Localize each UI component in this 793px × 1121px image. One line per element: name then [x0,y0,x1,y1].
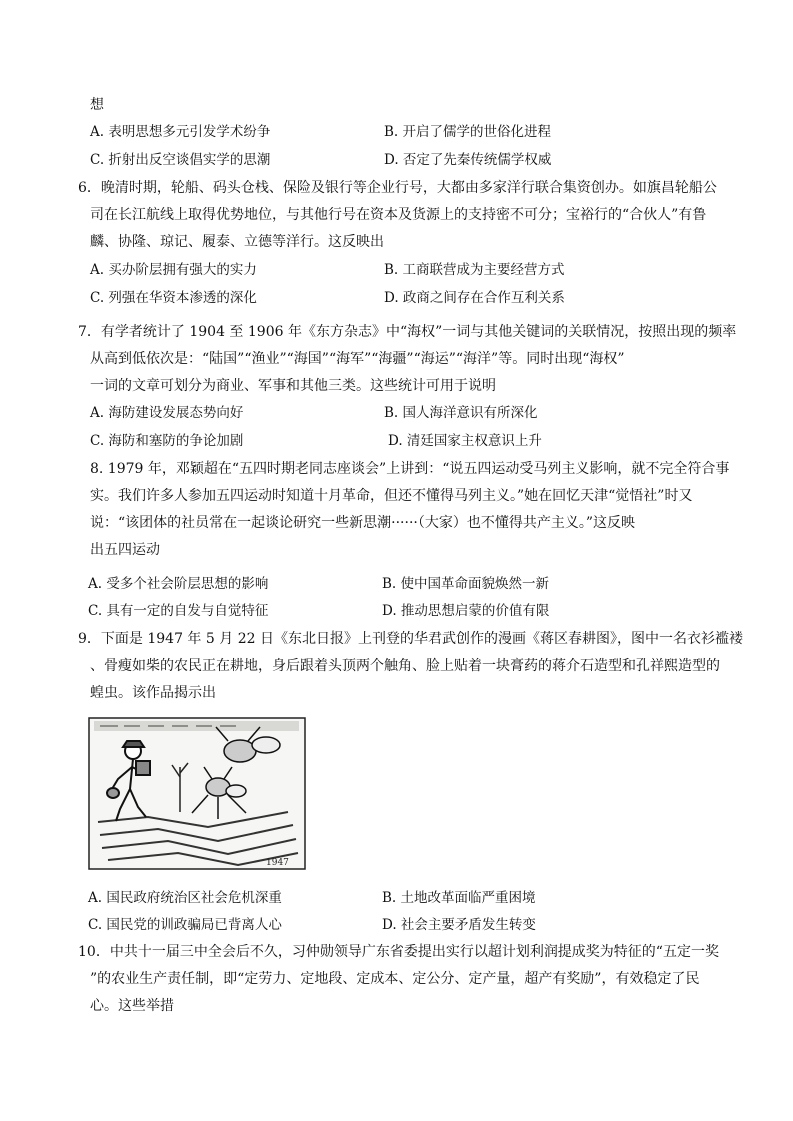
q8-option-b: B. 使中国革命面貌焕然一新 [382,576,550,592]
cartoon-image [88,717,306,870]
q6-stem-line-2: 司在长江航线上取得优势地位，与其他行号在资本及货源上的支持密不可分；宝裕行的“合伙人”有鲁 [90,207,707,223]
q7-option-d: D. 清廷国家主权意识上升 [388,433,542,449]
q9-stem-line-1: 9．下面是 1947 年 5 月 22 日《东北日报》上刊登的华君武创作的漫画《蒋区春耕图》，图中一名衣衫褴褛 [78,631,743,647]
q6-stem-line-1: 6．晚清时期，轮船、码头仓栈、保险及银行等企业行号，大都由多家洋行联合集资创办。如旗昌轮船公 [78,180,717,196]
q5-option-b: B. 开启了儒学的世俗化进程 [384,124,552,140]
q5-text-tail: 想 [90,97,104,113]
q5-option-a: A. 表明思想多元引发学术纷争 [90,124,271,140]
q7-option-b: B. 国人海洋意识有所深化 [384,405,538,421]
q6-option-a: A. 买办阶层拥有强大的实力 [90,262,257,278]
q7-option-a: A. 海防建设发展态势向好 [90,405,244,421]
q9-option-b: B. 土地改革面临严重困境 [382,890,536,906]
q9-option-d: D. 社会主要矛盾发生转变 [382,917,536,933]
q10-stem-line-3: 心。这些举措 [90,998,174,1014]
q8-stem-line-3: 说：“该团体的社员常在一起谈论研究一些新思潮······（大家）也不懂得共产主义。”这反映 [90,515,636,531]
q9-option-c: C. 国民党的训政骗局已背离人心 [88,917,282,933]
q9-stem-line-2: 、骨瘦如柴的农民正在耕地，身后跟着头顶两个触角、脸上贴着一块膏药的蒋介石造型和孔祥熙造型的 [90,658,720,674]
q9-stem-line-3: 蝗虫。该作品揭示出 [90,685,216,701]
q6-option-c: C. 列强在华资本渗透的深化 [90,290,257,306]
cartoon-year-mark: 1947 [266,858,289,868]
q8-stem-line-1: 8. 1979 年，邓颖超在“五四时期老同志座谈会”上讲到：“说五四运动受马列主义影响，就不完全符合事 [90,461,730,477]
q6-option-b: B. 工商联营成为主要经营方式 [384,262,565,278]
q8-stem-line-4: 出五四运动 [90,542,160,558]
q5-option-d: D. 否定了先秦传统儒学权威 [384,152,552,168]
q8-option-c: C. 具有一定的自发与自觉特征 [88,603,269,619]
q8-option-a: A. 受多个社会阶层思想的影响 [88,576,269,592]
q7-stem-line-2: 从高到低依次是：“陆国”“渔业”“海国”“海军”“海疆”“海运”“海洋”等。同时出现“海权” [90,351,625,367]
q6-option-d: D. 政商之间存在合作互利关系 [384,290,565,306]
q5-option-c: C. 折射出反空谈倡实学的思潮 [90,152,271,168]
q7-option-c: C. 海防和塞防的争论加剧 [90,433,244,449]
q7-stem-line-3: 一词的文章可划分为商业、军事和其他三类。这些统计可用于说明 [90,378,496,394]
q10-stem-line-2: ”的农业生产责任制，即“定劳力、定地段、定成本、定公分、定产量，超产有奖励”，有效稳定了民 [90,971,700,987]
q8-option-d: D. 推动思想启蒙的价值有限 [382,603,550,619]
q9-option-a: A. 国民政府统治区社会危机深重 [88,890,282,906]
q6-stem-line-3: 麟、协隆、琼记、履泰、立德等洋行。这反映出 [90,234,384,250]
q7-stem-line-1: 7．有学者统计了 1904 至 1906 年《东方杂志》中“海权”一词与其他关键词的关联情况，按照出现的频率 [78,324,737,340]
q8-stem-line-2: 实。我们许多人参加五四运动时知道十月革命，但还不懂得马列主义。”她在回忆天津“觉悟社”时又 [90,488,693,504]
q10-stem-line-1: 10．中共十一届三中全会后不久，习仲勋领导广东省委提出实行以超计划利润提成奖为特征的“五定一奖 [78,944,719,960]
